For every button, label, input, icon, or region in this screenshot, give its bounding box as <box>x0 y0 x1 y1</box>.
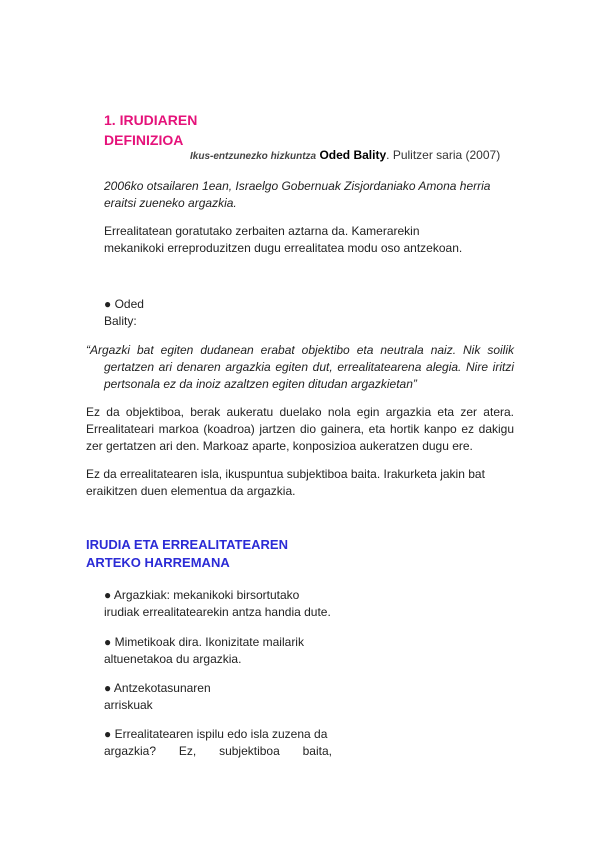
text-line: arriskuak <box>104 698 153 712</box>
text-line: altuenetakoa du argazkia. <box>104 652 242 666</box>
photo-caption <box>190 148 500 162</box>
text-line: ● Oded <box>104 297 144 311</box>
word: subjektiboa <box>219 744 280 758</box>
list-item <box>104 680 211 714</box>
text-line: pertsonala ez da inoiz azaltzen egiten ditudan argazkietan” <box>104 377 417 391</box>
text-line: ● Mimetikoak dira. Ikonizitate mailarik <box>104 635 304 649</box>
text-line: 2006ko otsailaren 1ean, Israelgo Gobernuak Zisjordaniako Amona herria <box>104 179 491 193</box>
text-line: Ez da errealitatearen isla, ikuspuntua subjektiboa baita. Irakurketa jakin bat <box>86 467 485 481</box>
heading-line: IRUDIA ETA ERREALITATEAREN <box>86 537 288 552</box>
list-item <box>104 726 332 760</box>
text-line: ● Antzekotasunaren <box>104 681 211 695</box>
text-line: eraikitzen duen elementua da argazkia. <box>86 484 296 498</box>
subjective-paragraph <box>86 466 516 500</box>
caption-label: Ikus-entzunezko hizkuntza <box>190 151 317 162</box>
text-line: Bality: <box>104 314 137 328</box>
text-line: irudiak errealitatearekin antza handia dute. <box>104 605 331 619</box>
list-item <box>104 634 304 668</box>
text-line: gertatzen ari denaren argazkia egiten dut, errealitatearena alegia. Nire iritzi <box>104 360 514 374</box>
photographer-quote <box>86 342 514 393</box>
word: Ez, <box>178 744 197 758</box>
heading-line: DEFINIZIOA <box>104 132 184 148</box>
section-heading-relationship <box>86 536 288 572</box>
heading-line: ARTEKO HARREMANA <box>86 555 230 570</box>
section-heading-definition <box>104 110 197 150</box>
text-line: Ez da objektiboa, berak aukeratu duelako nola egin argazkia eta zer atera. <box>86 405 514 419</box>
text-line: Errealitatean goratutako zerbaiten aztarna da. Kamerarekin <box>104 224 420 238</box>
text-line: ● Errealitatearen ispilu edo isla zuzena da <box>104 727 328 741</box>
list-item <box>104 587 331 621</box>
word: baita, <box>302 744 332 758</box>
text-line <box>104 743 332 760</box>
text-line: Errealitateari markoa (koadroa) jartzen dio gainera, eta hortik kanpo ez dakigu <box>86 422 514 436</box>
heading-line: 1. IRUDIAREN <box>104 112 198 128</box>
objectivity-paragraph <box>86 404 514 455</box>
text-line: eraitsi zueneko argazkia. <box>104 196 237 210</box>
caption-award: . Pulitzer saria (2007) <box>386 148 501 162</box>
text-line: mekanikoki erreproduzitzen dugu errealitatea modu oso antzekoan. <box>104 241 463 255</box>
text-line: zer gertatzen ari den. Markoaz aparte, konposizioa aukeratzen dugu ere. <box>86 439 473 453</box>
reality-paragraph <box>104 223 524 257</box>
author-bullet <box>104 296 144 330</box>
text-line: “Argazki bat egiten dudanean erabat objektibo eta neutrala naiz. Nik soilik <box>86 343 514 357</box>
photo-description <box>104 178 524 212</box>
word: argazkia? <box>104 744 157 758</box>
caption-photographer: Oded Bality <box>319 148 387 162</box>
text-line: ● Argazkiak: mekanikoki birsortutako <box>104 588 300 602</box>
